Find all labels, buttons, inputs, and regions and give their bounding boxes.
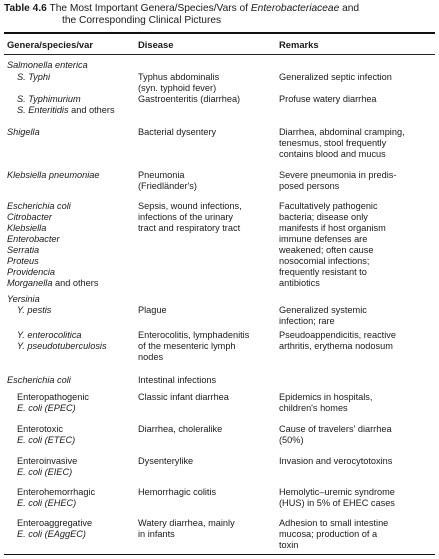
- cell-s-typhi: S. Typhi: [17, 72, 51, 82]
- cell-intestinal-infections: Intestinal infections: [138, 375, 217, 385]
- cell-epec-1: Enteropathogenic: [17, 392, 90, 402]
- table-number: Table 4.6: [4, 3, 47, 14]
- cell-opp-remark-4: immune defenses are: [279, 234, 368, 244]
- cell-typhoid: (syn. typhoid fever): [138, 83, 217, 93]
- header-rule: [4, 54, 435, 55]
- table-caption: [4, 3, 435, 27]
- cell-eiec-1: Enteroinvasive: [17, 456, 78, 466]
- cell-etec-remark-1: Cause of travelers' diarrhea: [279, 424, 392, 434]
- cell-epec-remark-1: Epidemics in hospitals,: [279, 392, 373, 402]
- cell-pneumonia: Pneumonia: [138, 170, 185, 180]
- cell-ehec-remark-2: (HUS) in 5% of EHEC cases: [279, 498, 395, 508]
- cell-opp-remark-5: weakened; often cause: [279, 245, 374, 255]
- cell-eiec-2: E. coli (EIEC): [17, 467, 73, 477]
- caption-line-2: the Corresponding Clinical Pictures: [62, 15, 222, 26]
- cell-opp-genus-5: Serratia: [7, 245, 40, 255]
- cell-opp-genus-4: Enterobacter: [7, 234, 60, 244]
- header-genera: Genera/species/var: [7, 39, 93, 50]
- cell-shigella-remark-3: contains blood and mucus: [279, 149, 386, 159]
- cell-e-coli-group: Escherichia coli: [7, 375, 71, 385]
- cell-opp-remark-7: frequently resistant to: [279, 267, 367, 277]
- cell-opp-remark-1: Facultatively pathogenic: [279, 201, 378, 211]
- cell-eaggec-remark-1: Adhesion to small intestine: [279, 518, 389, 528]
- cell-ehec-disease: Hemorrhagic colitis: [138, 487, 217, 497]
- cell-y-pestis-remark-1: Generalized systemic: [279, 305, 367, 315]
- cell-y-pestis: Y. pestis: [17, 305, 52, 315]
- cell-pseudoappendicitis-2: arthritis, erythema nodosum: [279, 341, 393, 351]
- caption-text-a: The Most Important Genera/Species/Vars of: [49, 3, 251, 14]
- cell-shigella-remark-2: tenesmus, stool frequently: [279, 138, 387, 148]
- cell-opp-disease-3: tract and respiratory tract: [138, 223, 241, 233]
- cell-s-typhimurium: S. Typhimurium: [17, 94, 81, 104]
- cell-salmonella-enterica: Salmonella enterica: [7, 60, 88, 70]
- cell-eaggec-2: E. coli (EAggEC): [17, 529, 86, 539]
- cell-epec-remark-2: children's homes: [279, 403, 348, 413]
- cell-y-enterocolitica: Y. enterocolitica: [17, 330, 82, 340]
- cell-ehec-remark-1: Hemolytic–uremic syndrome: [279, 487, 395, 497]
- cell-opp-genus-1: Escherichia coli: [7, 201, 71, 211]
- cell-etec-2: E. coli (ETEC): [17, 435, 76, 445]
- cell-klebsiella-pneumoniae: Klebsiella pneumoniae: [7, 170, 100, 180]
- cell-opp-genus-7: Providencia: [7, 267, 56, 277]
- caption-text-b: and: [339, 3, 360, 14]
- cell-etec-disease: Diarrhea, choleralike: [138, 424, 223, 434]
- cell-eiec-remark: Invasion and verocytotoxins: [279, 456, 393, 466]
- cell-opp-disease-1: Sepsis, wound infections,: [138, 201, 242, 211]
- bottom-rule: [4, 554, 435, 555]
- cell-eaggec-1: Enteroaggregative: [17, 518, 93, 528]
- cell-ehec-2: E. coli (EHEC): [17, 498, 77, 508]
- cell-gastroenteritis: Gastroenteritis (diarrhea): [138, 94, 241, 104]
- cell-opp-genus-2: Citrobacter: [7, 212, 52, 222]
- cell-opp-disease-2: infections of the urinary: [138, 212, 233, 222]
- header-remarks: Remarks: [279, 39, 319, 50]
- cell-enterocolitis-3: nodes: [138, 352, 164, 362]
- cell-epec-disease: Classic infant diarrhea: [138, 392, 229, 402]
- cell-eaggec-disease-2: in infants: [138, 529, 175, 539]
- cell-friedlaender: (Friedländer's): [138, 181, 197, 191]
- cell-y-pestis-remark-2: infection; rare: [279, 316, 335, 326]
- cell-yersinia: Yersinia: [7, 294, 40, 304]
- cell-enterocolitis-2: of the mesenteric lymph: [138, 341, 236, 351]
- cell-opp-remark-2: bacteria; disease only: [279, 212, 368, 222]
- cell-shigella-remark-1: Diarrhea, abdominal cramping,: [279, 127, 405, 137]
- cell-eiec-disease: Dysenterylike: [138, 456, 194, 466]
- cell-opp-remark-8: antibiotics: [279, 278, 320, 288]
- cell-profuse-diarrhea: Profuse watery diarrhea: [279, 94, 377, 104]
- cell-eaggec-remark-3: toxin: [279, 540, 299, 550]
- cell-etec-1: Enterotoxic: [17, 424, 63, 434]
- cell-opp-genus-3: Klebsiella: [7, 223, 47, 233]
- cell-opp-remark-3: manifests if host organism: [279, 223, 386, 233]
- cell-generalized-septic: Generalized septic infection: [279, 72, 392, 82]
- cell-enterocolitis-1: Enterocolitis, lymphadenitis: [138, 330, 250, 340]
- cell-opp-genus-8: Morganella and others: [7, 278, 99, 288]
- cell-typhus: Typhus abdominalis: [138, 72, 220, 82]
- cell-eaggec-remark-2: mucosa; production of a: [279, 529, 378, 539]
- cell-pseudoappendicitis-1: Pseudoappendicitis, reactive: [279, 330, 396, 340]
- cell-shigella: Shigella: [7, 127, 40, 137]
- cell-plague: Plague: [138, 305, 167, 315]
- cell-opp-genus-6: Proteus: [7, 256, 39, 266]
- cell-klebsiella-remark-1: Severe pneumonia in predis-: [279, 170, 397, 180]
- cell-ehec-1: Enterohemorrhagic: [17, 487, 96, 497]
- top-rule: [4, 32, 435, 34]
- cell-opp-remark-6: nosocomial infections;: [279, 256, 370, 266]
- header-disease: Disease: [138, 39, 174, 50]
- caption-line-1: [4, 3, 435, 15]
- cell-y-pseudotuberculosis: Y. pseudotuberculosis: [17, 341, 107, 351]
- cell-etec-remark-2: (50%): [279, 435, 304, 445]
- cell-klebsiella-remark-2: posed persons: [279, 181, 340, 191]
- cell-eaggec-disease-1: Watery diarrhea, mainly: [138, 518, 235, 528]
- cell-bacterial-dysentery: Bacterial dysentery: [138, 127, 217, 137]
- cell-s-enteritidis: S. Enteritidis and others: [17, 105, 115, 115]
- caption-text-italic: Enterobacteriaceae: [250, 3, 340, 14]
- cell-epec-2: E. coli (EPEC): [17, 403, 76, 413]
